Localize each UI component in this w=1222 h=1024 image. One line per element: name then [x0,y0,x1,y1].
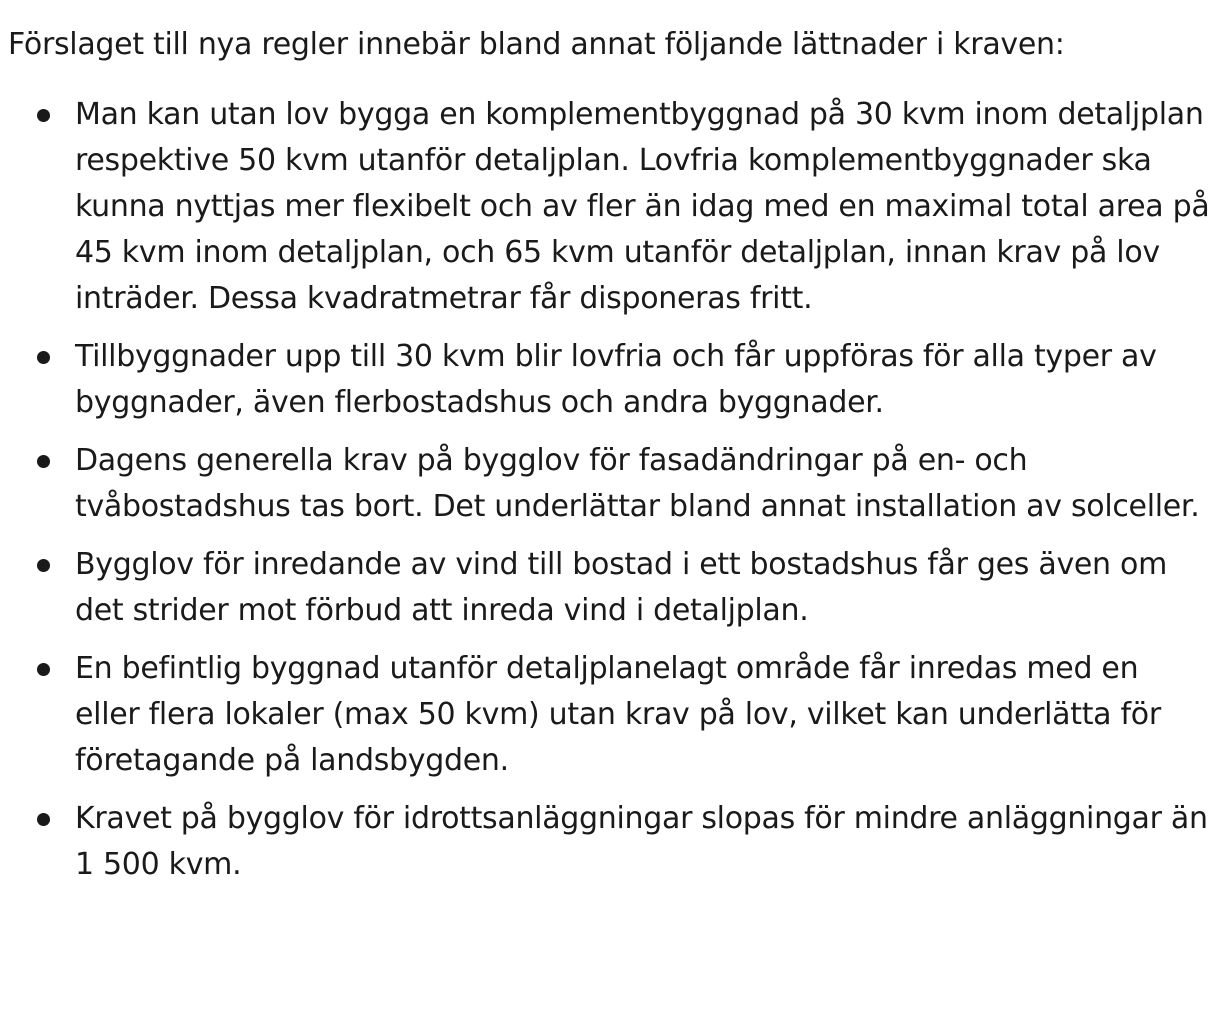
list-item [8,92,1210,322]
list-item-text: Dagens generella krav på bygglov för fasadändringar på en- och tvåbostadshus tas bort. Det underlättar bland annat installation av solceller. [75,443,1200,524]
bullet-list [8,92,1210,888]
list-item-text: En befintlig byggnad utanför detaljplanelagt område får inredas med en eller flera lokaler (max 50 kvm) utan krav på lov, vilket kan underlätta för företagande på landsbygden. [75,651,1161,778]
list-item-text: Kravet på bygglov för idrottsanläggningar slopas för mindre anläggningar än 1 500 kvm. [75,801,1208,882]
list-item [8,334,1210,426]
intro-paragraph: Förslaget till nya regler innebär bland annat följande lättnader i kraven: [8,27,1065,62]
list-item-text: Tillbyggnader upp till 30 kvm blir lovfria och får uppföras för alla typer av byggnader, även flerbostadshus och andra byggnader. [75,339,1157,420]
list-item-text: Man kan utan lov bygga en komplementbyggnad på 30 kvm inom detaljplan respektive 50 kvm utanför detaljplan. Lovfria komplementbyggnader ska kunna nyttjas mer flexibelt och av fler än idag med en maximal total area på 45 kvm inom detaljplan, och 65 kvm utanför detaljplan, innan krav på lov inträder. Dessa kvadratmetrar får disponeras fritt. [75,97,1210,316]
list-item [8,796,1210,888]
bullet-dot-icon [37,813,50,826]
list-item-text: Bygglov för inredande av vind till bostad i ett bostadshus får ges även om det strider mot förbud att inreda vind i detaljplan. [75,547,1167,628]
list-item [8,542,1210,634]
bullet-dot-icon [37,351,50,364]
bullet-dot-icon [37,559,50,572]
list-item [8,646,1210,784]
bullet-dot-icon [37,455,50,468]
bullet-dot-icon [37,663,50,676]
bullet-dot-icon [37,109,50,122]
list-item [8,438,1210,530]
